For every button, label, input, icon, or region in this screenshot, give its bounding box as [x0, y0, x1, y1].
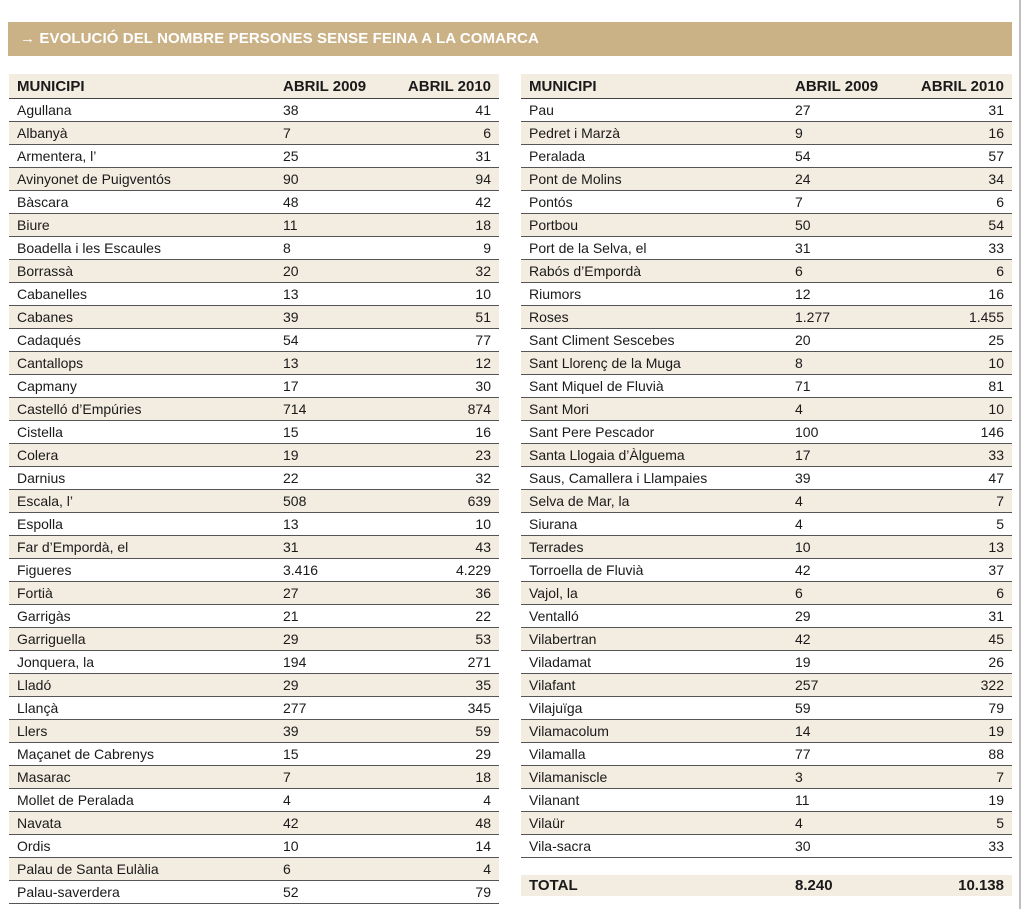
- table-row: [9, 398, 499, 421]
- municipi-cell: Santa Llogaia d’Àlguema: [529, 447, 685, 463]
- abril-2010-cell: 79: [475, 884, 491, 900]
- municipi-cell: Vilajuïga: [529, 700, 583, 716]
- municipi-cell: Vilamacolum: [529, 723, 609, 739]
- abril-2009-cell: 19: [283, 447, 299, 463]
- abril-2010-cell: 14: [475, 838, 491, 854]
- abril-2010-cell: 4.229: [455, 562, 491, 578]
- abril-2009-cell: 6: [795, 263, 803, 279]
- abril-2009-cell: 100: [795, 424, 819, 440]
- abril-2010-cell: 42: [475, 194, 491, 210]
- table-row: [521, 720, 1012, 743]
- abril-2009-cell: 3.416: [283, 562, 319, 578]
- abril-2009-cell: 194: [283, 654, 307, 670]
- abril-2010-cell: 5: [996, 516, 1004, 532]
- municipi-cell: Bàscara: [17, 194, 69, 210]
- abril-2010-cell: 18: [475, 217, 491, 233]
- abril-2009-cell: 508: [283, 493, 307, 509]
- table-row: [9, 329, 499, 352]
- municipi-cell: Agullana: [17, 102, 72, 118]
- abril-2010-cell: 88: [988, 746, 1004, 762]
- abril-2010-cell: 345: [467, 700, 491, 716]
- table-row: [521, 168, 1012, 191]
- abril-2010-cell: 25: [988, 332, 1004, 348]
- table-row: [9, 628, 499, 651]
- municipi-cell: Mollet de Peralada: [17, 792, 134, 808]
- table-row: [521, 283, 1012, 306]
- abril-2009-cell: 50: [795, 217, 811, 233]
- table-row: [9, 237, 499, 260]
- abril-2009-cell: 277: [283, 700, 307, 716]
- municipi-cell: Portbou: [529, 217, 579, 233]
- abril-2009-cell: 42: [795, 562, 811, 578]
- header-abril-2010: ABRIL 2010: [920, 77, 1004, 95]
- table-row: [9, 99, 499, 122]
- abril-2010-cell: 9: [483, 240, 491, 256]
- table-row: [521, 628, 1012, 651]
- abril-2010-cell: 33: [988, 447, 1004, 463]
- table-row: [9, 835, 499, 858]
- total-label: TOTAL: [529, 877, 578, 894]
- abril-2009-cell: 13: [283, 355, 299, 371]
- table-row: [521, 352, 1012, 375]
- abril-2010-cell: 12: [475, 355, 491, 371]
- abril-2010-cell: 4: [483, 861, 491, 877]
- municipi-cell: Pont de Molins: [529, 171, 622, 187]
- abril-2009-cell: 4: [795, 493, 803, 509]
- municipi-cell: Espolla: [17, 516, 63, 532]
- abril-2009-cell: 8: [283, 240, 291, 256]
- abril-2010-cell: 94: [475, 171, 491, 187]
- municipi-cell: Pau: [529, 102, 554, 118]
- total-abril-2009: 8.240: [795, 877, 833, 894]
- abril-2010-cell: 53: [475, 631, 491, 647]
- abril-2009-cell: 31: [283, 539, 299, 555]
- abril-2009-cell: 48: [283, 194, 299, 210]
- municipi-cell: Sant Mori: [529, 401, 589, 417]
- municipi-cell: Biure: [17, 217, 50, 233]
- table-body: [521, 99, 1012, 858]
- abril-2009-cell: 27: [795, 102, 811, 118]
- municipi-cell: Garrigàs: [17, 608, 71, 624]
- abril-2010-cell: 6: [483, 125, 491, 141]
- municipi-cell: Figueres: [17, 562, 72, 578]
- abril-2010-cell: 54: [988, 217, 1004, 233]
- abril-2010-cell: 41: [475, 102, 491, 118]
- abril-2010-cell: 146: [980, 424, 1004, 440]
- table-row: [521, 467, 1012, 490]
- table-title: → EVOLUCIÓ DEL NOMBRE PERSONES SENSE FEINA A LA COMARCA: [8, 22, 1012, 56]
- municipi-cell: Vila-sacra: [529, 838, 591, 854]
- table-row: [9, 168, 499, 191]
- municipi-cell: Terrades: [529, 539, 584, 555]
- table-row: [9, 467, 499, 490]
- municipi-cell: Sant Climent Sescebes: [529, 332, 675, 348]
- abril-2009-cell: 20: [283, 263, 299, 279]
- total-abril-2010: 10.138: [958, 877, 1004, 894]
- abril-2009-cell: 4: [795, 516, 803, 532]
- table-row: [521, 605, 1012, 628]
- abril-2010-cell: 874: [467, 401, 491, 417]
- abril-2009-cell: 9: [795, 125, 803, 141]
- municipi-cell: Sant Llorenç de la Muga: [529, 355, 681, 371]
- table-row: [9, 352, 499, 375]
- abril-2009-cell: 27: [283, 585, 299, 601]
- abril-2009-cell: 10: [795, 539, 811, 555]
- abril-2009-cell: 15: [283, 746, 299, 762]
- abril-2010-cell: 10: [988, 355, 1004, 371]
- abril-2009-cell: 19: [795, 654, 811, 670]
- table-row: [9, 536, 499, 559]
- abril-2009-cell: 59: [795, 700, 811, 716]
- table-row: [521, 559, 1012, 582]
- table-row: [521, 536, 1012, 559]
- municipi-cell: Capmany: [17, 378, 77, 394]
- abril-2009-cell: 54: [283, 332, 299, 348]
- abril-2010-cell: 16: [988, 286, 1004, 302]
- municipi-cell: Siurana: [529, 516, 578, 532]
- abril-2009-cell: 29: [795, 608, 811, 624]
- municipi-cell: Cabanes: [17, 309, 74, 325]
- abril-2010-cell: 13: [988, 539, 1004, 555]
- abril-2009-cell: 7: [283, 769, 291, 785]
- abril-2010-cell: 22: [475, 608, 491, 624]
- table-row: [521, 398, 1012, 421]
- abril-2009-cell: 17: [795, 447, 811, 463]
- table-row: [9, 651, 499, 674]
- abril-2009-cell: 52: [283, 884, 299, 900]
- table-row: [521, 99, 1012, 122]
- abril-2010-cell: 23: [475, 447, 491, 463]
- municipi-cell: Albanyà: [17, 125, 68, 141]
- table-header: [521, 74, 1012, 99]
- abril-2009-cell: 29: [283, 631, 299, 647]
- total-row: [521, 875, 1012, 896]
- municipi-cell: Armentera, l’: [17, 148, 97, 164]
- abril-2010-cell: 35: [475, 677, 491, 693]
- municipi-cell: Peralada: [529, 148, 586, 164]
- table-row: [9, 812, 499, 835]
- table-row: [9, 191, 499, 214]
- abril-2009-cell: 90: [283, 171, 299, 187]
- table-row: [521, 421, 1012, 444]
- table-row: [9, 260, 499, 283]
- header-municipi: MUNICIPI: [17, 77, 85, 95]
- table-row: [9, 743, 499, 766]
- abril-2010-cell: 10: [475, 516, 491, 532]
- municipi-cell: Cistella: [17, 424, 63, 440]
- municipi-cell: Saus, Camallera i Llampaies: [529, 470, 708, 486]
- abril-2010-cell: 81: [988, 378, 1004, 394]
- table-row: [9, 421, 499, 444]
- abril-2009-cell: 21: [283, 608, 299, 624]
- abril-2009-cell: 30: [795, 838, 811, 854]
- table-row: [9, 283, 499, 306]
- abril-2010-cell: 34: [988, 171, 1004, 187]
- table-row: [521, 651, 1012, 674]
- abril-2009-cell: 24: [795, 171, 811, 187]
- table-row: [521, 145, 1012, 168]
- abril-2010-cell: 6: [996, 194, 1004, 210]
- abril-2010-cell: 29: [475, 746, 491, 762]
- municipi-cell: Maçanet de Cabrenys: [17, 746, 154, 762]
- municipi-cell: Selva de Mar, la: [529, 493, 630, 509]
- municipi-cell: Cadaqués: [17, 332, 81, 348]
- abril-2010-cell: 4: [483, 792, 491, 808]
- abril-2010-cell: 639: [467, 493, 491, 509]
- municipi-cell: Ventalló: [529, 608, 579, 624]
- abril-2009-cell: 4: [795, 401, 803, 417]
- table-row: [9, 881, 499, 904]
- municipi-cell: Escala, l’: [17, 493, 74, 509]
- abril-2009-cell: 13: [283, 516, 299, 532]
- municipi-cell: Sant Miquel de Fluvià: [529, 378, 664, 394]
- abril-2010-cell: 16: [988, 125, 1004, 141]
- abril-2010-cell: 10: [475, 286, 491, 302]
- abril-2010-cell: 36: [475, 585, 491, 601]
- abril-2010-cell: 33: [988, 838, 1004, 854]
- abril-2010-cell: 37: [988, 562, 1004, 578]
- abril-2010-cell: 7: [996, 493, 1004, 509]
- table-row: [9, 582, 499, 605]
- abril-2009-cell: 8: [795, 355, 803, 371]
- table-row: [521, 122, 1012, 145]
- municipi-cell: Ordis: [17, 838, 51, 854]
- abril-2010-cell: 6: [996, 585, 1004, 601]
- abril-2010-cell: 10: [988, 401, 1004, 417]
- abril-2009-cell: 54: [795, 148, 811, 164]
- abril-2009-cell: 29: [283, 677, 299, 693]
- abril-2009-cell: 6: [283, 861, 291, 877]
- municipi-cell: Fortià: [17, 585, 53, 601]
- abril-2009-cell: 13: [283, 286, 299, 302]
- municipi-cell: Garriguella: [17, 631, 86, 647]
- municipi-cell: Viladamat: [529, 654, 592, 670]
- abril-2009-cell: 39: [283, 723, 299, 739]
- abril-2009-cell: 77: [795, 746, 811, 762]
- table-row: [9, 490, 499, 513]
- municipi-cell: Llançà: [17, 700, 59, 716]
- abril-2010-cell: 6: [996, 263, 1004, 279]
- table-row: [521, 789, 1012, 812]
- municipi-cell: Torroella de Fluvià: [529, 562, 644, 578]
- table-row: [521, 812, 1012, 835]
- abril-2010-cell: 32: [475, 263, 491, 279]
- abril-2009-cell: 4: [283, 792, 291, 808]
- abril-2010-cell: 79: [988, 700, 1004, 716]
- abril-2010-cell: 32: [475, 470, 491, 486]
- abril-2010-cell: 26: [988, 654, 1004, 670]
- abril-2009-cell: 10: [283, 838, 299, 854]
- abril-2009-cell: 714: [283, 401, 307, 417]
- municipi-cell: Palau de Santa Eulàlia: [17, 861, 159, 877]
- table-row: [521, 697, 1012, 720]
- abril-2010-cell: 33: [988, 240, 1004, 256]
- municipi-cell: Pontós: [529, 194, 573, 210]
- header-municipi: MUNICIPI: [529, 77, 597, 95]
- municipi-cell: Llers: [17, 723, 48, 739]
- table-row: [9, 766, 499, 789]
- abril-2010-cell: 57: [988, 148, 1004, 164]
- municipi-cell: Far d’Empordà, el: [17, 539, 129, 555]
- abril-2010-cell: 31: [475, 148, 491, 164]
- municipi-cell: Port de la Selva, el: [529, 240, 647, 256]
- abril-2009-cell: 6: [795, 585, 803, 601]
- abril-2009-cell: 17: [283, 378, 299, 394]
- municipi-cell: Cantallops: [17, 355, 84, 371]
- municipi-cell: Riumors: [529, 286, 582, 302]
- abril-2010-cell: 16: [475, 424, 491, 440]
- municipi-cell: Roses: [529, 309, 569, 325]
- abril-2009-cell: 4: [795, 815, 803, 831]
- abril-2009-cell: 39: [283, 309, 299, 325]
- page-edge-rule: [1019, 0, 1021, 909]
- table-row: [521, 260, 1012, 283]
- municipi-cell: Rabós d’Empordà: [529, 263, 642, 279]
- header-abril-2010: ABRIL 2010: [407, 77, 491, 95]
- table-row: [521, 375, 1012, 398]
- abril-2009-cell: 7: [283, 125, 291, 141]
- municipi-cell: Avinyonet de Puigventós: [17, 171, 171, 187]
- table-row: [9, 214, 499, 237]
- table-row: [9, 306, 499, 329]
- abril-2010-cell: 45: [988, 631, 1004, 647]
- table-row: [9, 789, 499, 812]
- table-row: [9, 697, 499, 720]
- table-row: [9, 674, 499, 697]
- table-row: [521, 835, 1012, 858]
- table-row: [521, 582, 1012, 605]
- table-row: [521, 237, 1012, 260]
- abril-2010-cell: 47: [988, 470, 1004, 486]
- table-row: [9, 513, 499, 536]
- table-row: [521, 214, 1012, 237]
- abril-2010-cell: 51: [475, 309, 491, 325]
- abril-2009-cell: 257: [795, 677, 819, 693]
- table-row: [9, 122, 499, 145]
- municipi-cell: Jonquera, la: [17, 654, 95, 670]
- municipi-cell: Vilamalla: [529, 746, 586, 762]
- abril-2010-cell: 43: [475, 539, 491, 555]
- abril-2009-cell: 22: [283, 470, 299, 486]
- abril-2010-cell: 31: [988, 608, 1004, 624]
- municipi-cell: Vilaür: [529, 815, 565, 831]
- table-body: [9, 99, 499, 904]
- abril-2010-cell: 77: [475, 332, 491, 348]
- abril-2009-cell: 15: [283, 424, 299, 440]
- abril-2009-cell: 25: [283, 148, 299, 164]
- abril-2010-cell: 31: [988, 102, 1004, 118]
- abril-2009-cell: 71: [795, 378, 811, 394]
- abril-2009-cell: 7: [795, 194, 803, 210]
- abril-2009-cell: 39: [795, 470, 811, 486]
- header-abril-2009: ABRIL 2009: [795, 77, 879, 95]
- abril-2010-cell: 48: [475, 815, 491, 831]
- abril-2010-cell: 19: [988, 792, 1004, 808]
- municipi-cell: Vajol, la: [529, 585, 578, 601]
- table-right: [521, 74, 1012, 858]
- table-row: [9, 145, 499, 168]
- abril-2009-cell: 12: [795, 286, 811, 302]
- table-row: [521, 513, 1012, 536]
- abril-2009-cell: 31: [795, 240, 811, 256]
- municipi-cell: Pedret i Marzà: [529, 125, 621, 141]
- table-row: [9, 720, 499, 743]
- municipi-cell: Vilamaniscle: [529, 769, 608, 785]
- municipi-cell: Masarac: [17, 769, 71, 785]
- municipi-cell: Vilafant: [529, 677, 576, 693]
- abril-2009-cell: 3: [795, 769, 803, 785]
- municipi-cell: Sant Pere Pescador: [529, 424, 655, 440]
- header-abril-2009: ABRIL 2009: [283, 77, 367, 95]
- municipi-cell: Palau-saverdera: [17, 884, 120, 900]
- abril-2010-cell: 19: [988, 723, 1004, 739]
- abril-2010-cell: 322: [980, 677, 1004, 693]
- table-row: [9, 375, 499, 398]
- table-row: [521, 766, 1012, 789]
- abril-2009-cell: 20: [795, 332, 811, 348]
- municipi-cell: Lladó: [17, 677, 52, 693]
- abril-2010-cell: 7: [996, 769, 1004, 785]
- abril-2010-cell: 18: [475, 769, 491, 785]
- table-row: [9, 559, 499, 582]
- abril-2009-cell: 11: [283, 217, 298, 233]
- table-row: [521, 191, 1012, 214]
- table-row: [9, 605, 499, 628]
- municipi-cell: Cabanelles: [17, 286, 88, 302]
- abril-2009-cell: 11: [795, 792, 810, 808]
- table-row: [521, 490, 1012, 513]
- municipi-cell: Vilanant: [529, 792, 580, 808]
- table-row: [521, 444, 1012, 467]
- table-row: [9, 444, 499, 467]
- abril-2009-cell: 42: [795, 631, 811, 647]
- municipi-cell: Castelló d’Empúries: [17, 401, 142, 417]
- abril-2009-cell: 42: [283, 815, 299, 831]
- abril-2010-cell: 271: [467, 654, 491, 670]
- abril-2009-cell: 14: [795, 723, 811, 739]
- table-header: [9, 74, 499, 99]
- table-row: [521, 306, 1012, 329]
- abril-2009-cell: 1.277: [795, 309, 831, 325]
- municipi-cell: Colera: [17, 447, 59, 463]
- abril-2009-cell: 38: [283, 102, 299, 118]
- table-row: [521, 674, 1012, 697]
- abril-2010-cell: 1.455: [968, 309, 1004, 325]
- municipi-cell: Vilabertran: [529, 631, 597, 647]
- municipi-cell: Navata: [17, 815, 62, 831]
- municipi-cell: Darnius: [17, 470, 66, 486]
- table-row: [521, 329, 1012, 352]
- municipi-cell: Borrassà: [17, 263, 74, 279]
- table-row: [9, 858, 499, 881]
- municipi-cell: Boadella i les Escaules: [17, 240, 161, 256]
- abril-2010-cell: 59: [475, 723, 491, 739]
- abril-2010-cell: 30: [475, 378, 491, 394]
- table-row: [521, 743, 1012, 766]
- abril-2010-cell: 5: [996, 815, 1004, 831]
- table-left: [9, 74, 499, 904]
